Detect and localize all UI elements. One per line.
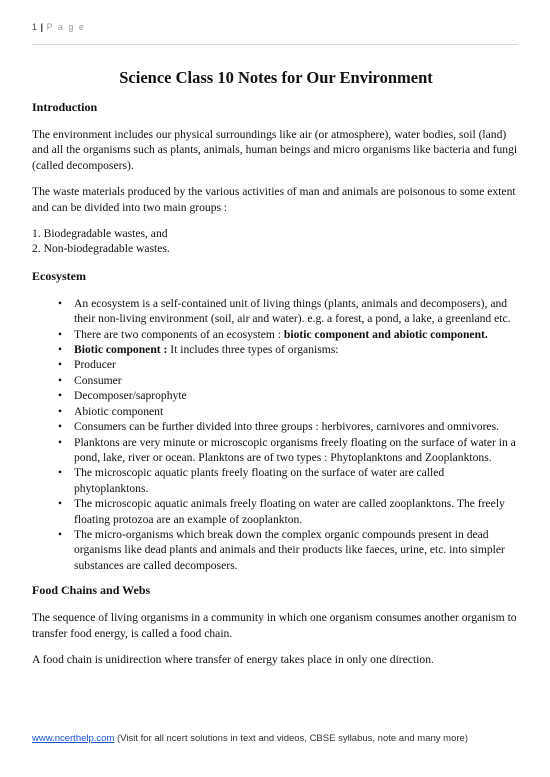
bullet-icon: • xyxy=(58,466,63,480)
document-title: Science Class 10 Notes for Our Environment xyxy=(119,68,433,87)
ecosystem-heading: Ecosystem xyxy=(32,268,86,283)
page-label: P a g e xyxy=(46,22,86,32)
bullet-icon: • xyxy=(58,389,63,403)
bullet-icon: • xyxy=(58,373,63,387)
page-footer xyxy=(32,733,468,744)
introduction-paragraph-2: The waste materials produced by the various activities of man and animals are poisonous to some extent and can be divided into two main groups : xyxy=(32,185,516,214)
item-text: Producer xyxy=(74,358,116,372)
bullet-icon: • xyxy=(58,435,63,449)
ecosystem-list-item xyxy=(58,527,520,573)
food-chains-heading: Food Chains and Webs xyxy=(32,583,151,598)
bullet-icon: • xyxy=(58,404,63,418)
item-text: The microscopic aquatic plants freely floating on the surface of water are called phytoplanktons. xyxy=(74,466,445,495)
ecosystem-list-item xyxy=(58,327,520,342)
waste-group-item: 2. Non-biodegradable wastes. xyxy=(32,242,170,256)
ecosystem-list-item xyxy=(58,373,520,388)
page-number: 1 xyxy=(32,22,38,32)
page-header xyxy=(32,22,85,32)
item-text: An ecosystem is a self-contained unit of living things (plants, animals and decomposers), and their non-living environment (soil, air and water). e.g. a forest, a pond, a lake, a greenland etc. xyxy=(74,296,511,326)
waste-group-item: 1. Biodegradable wastes, and xyxy=(32,227,168,241)
introduction-paragraph-1: The environment includes our physical surroundings like air (or atmosphere), water bodies, soil (land) and all the organisms such as plants, animals, human beings and micro organisms like bacteria and fungi (called decomposers). xyxy=(32,128,518,172)
ecosystem-list-item xyxy=(58,496,520,527)
item-text: Decomposer/saprophyte xyxy=(74,389,187,403)
item-text: The microscopic aquatic animals freely floating on water are called zooplanktons. The freely floating protozoa are an example of zooplankton. xyxy=(74,497,505,526)
food-chains-paragraph-1: The sequence of living organisms in a community in which one organism consumes another organism to transfer food energy, is called a food chain. xyxy=(32,611,517,640)
ecosystem-list xyxy=(32,296,520,573)
header-rule xyxy=(32,44,518,45)
footer-link[interactable]: www.ncerthelp.com xyxy=(32,733,115,744)
item-text: Abiotic component xyxy=(74,404,164,418)
bullet-icon: • xyxy=(58,358,63,372)
food-chains-paragraph-2: A food chain is unidirection where transfer of energy takes place in only one direction. xyxy=(32,652,434,666)
bullet-icon: • xyxy=(58,527,63,541)
bold-term: Biotic component : xyxy=(74,343,168,357)
bullet-icon: • xyxy=(58,420,63,434)
item-text: It includes three types of organisms: xyxy=(167,343,339,357)
bullet-icon: • xyxy=(58,343,63,357)
waste-groups-list xyxy=(32,226,520,257)
item-text: Consumers can be further divided into three groups : herbivores, carnivores and omnivores. xyxy=(74,420,499,434)
item-text: The micro-organisms which break down the complex organic compounds present in dead organisms like dead plants and animals and their products like faeces, urine, etc. into simpler substances are called decomposers. xyxy=(74,527,505,572)
introduction-heading: Introduction xyxy=(32,100,98,114)
footer-note: (Visit for all ncert solutions in text and videos, CBSE syllabus, note and many more) xyxy=(114,733,468,744)
ecosystem-list-item xyxy=(58,296,520,327)
ecosystem-list-item xyxy=(58,357,520,372)
header-separator: | xyxy=(40,22,44,32)
ecosystem-list-item xyxy=(58,419,520,434)
ecosystem-list-item xyxy=(58,465,520,496)
item-text: Consumer xyxy=(74,373,122,387)
bullet-icon: • xyxy=(58,497,63,511)
item-text: There are two components of an ecosystem : xyxy=(74,327,284,341)
ecosystem-list-item xyxy=(58,435,520,466)
bullet-icon: • xyxy=(58,296,63,310)
document-body xyxy=(32,58,520,678)
ecosystem-list-item xyxy=(58,388,520,403)
bold-term: biotic component and abiotic component. xyxy=(283,327,488,341)
ecosystem-list-item xyxy=(58,342,520,357)
ecosystem-list-item xyxy=(58,404,520,419)
bullet-icon: • xyxy=(58,327,63,341)
item-text: Planktons are very minute or microscopic organisms freely floating on the surface of water in a pond, lake, river or ocean. Planktons are of two types : Phytoplanktons and Zooplanktons. xyxy=(74,435,516,464)
